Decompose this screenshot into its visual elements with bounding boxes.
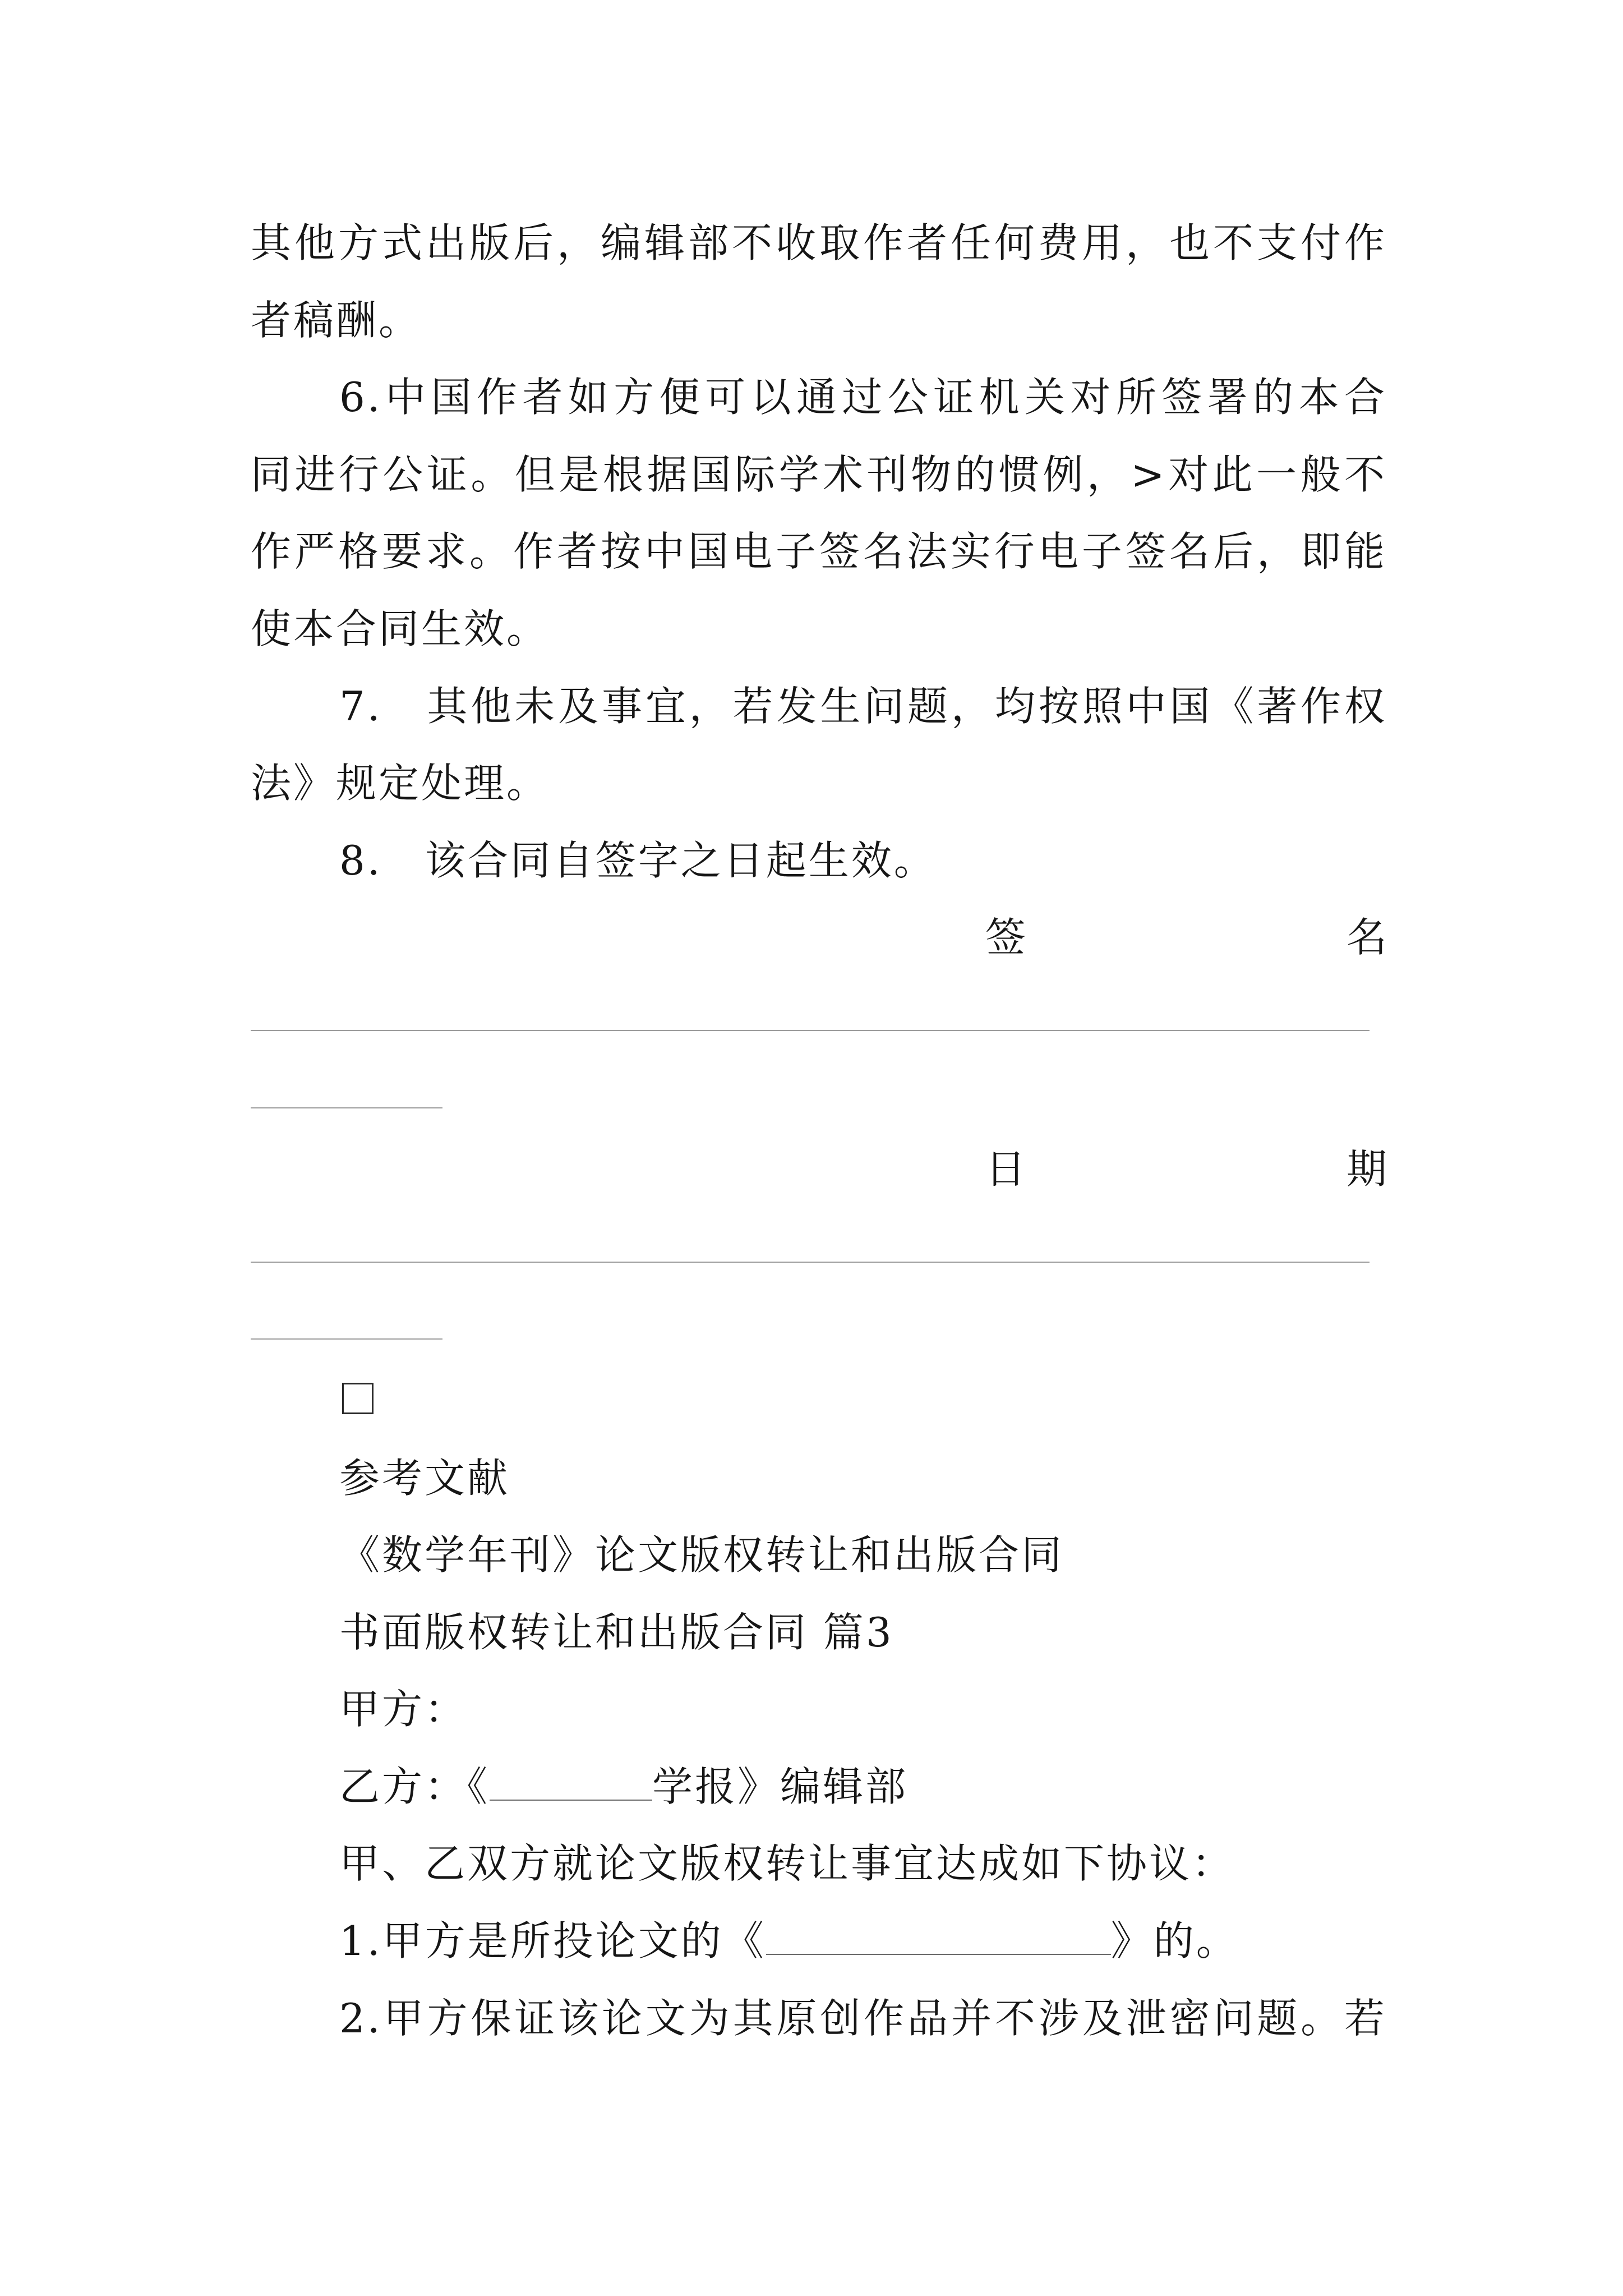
clause-6-line-2: 同进行公证。但是根据国际学术刊物的惯例，>对此一般不 bbox=[251, 450, 1387, 498]
signature-rule-row-continued bbox=[251, 1054, 1387, 1131]
continuation-line-2: 者稿酬。 bbox=[251, 296, 422, 344]
clause-7-line-1: 7. 其他未及事宜，若发生问题，均按照中国《著作权 bbox=[339, 682, 1387, 730]
date-row bbox=[251, 1131, 1387, 1208]
signature-row bbox=[251, 899, 1387, 977]
party-b-suffix: 学报》编辑部 bbox=[652, 1763, 909, 1810]
checkbox-row bbox=[251, 1363, 1387, 1440]
contract-3-clause-1 bbox=[251, 1903, 1387, 1980]
signature-label bbox=[985, 899, 1387, 977]
clause-6-line-1: 6.中国作者如方便可以通过公证机关对所签署的本合 bbox=[339, 374, 1387, 421]
party-a-line: 甲方： bbox=[339, 1686, 468, 1733]
agreement-intro: 甲、乙双方就论文版权转让事宜达成如下协议： bbox=[339, 1840, 1235, 1888]
clause-6-line-3: 作严格要求。作者按中国电子签名法实行电子签名后，即能 bbox=[251, 528, 1387, 576]
journal-name-blank bbox=[490, 1766, 652, 1801]
party-b-prefix: 乙方：《 bbox=[339, 1763, 490, 1810]
contract-3-clause-2: 2.甲方保证该论文为其原创作品并不涉及泄密问题。若 bbox=[339, 1994, 1387, 2042]
checkbox-icon bbox=[342, 1383, 374, 1414]
date-label bbox=[985, 1131, 1387, 1208]
signature-rule-row bbox=[251, 977, 1387, 1054]
clause-7-line-2: 法》规定处理。 bbox=[251, 760, 550, 807]
clause-1-prefix: 1.甲方是所投论文的《 bbox=[339, 1917, 766, 1965]
date-underline-continued bbox=[251, 1338, 442, 1340]
date-rule-row bbox=[251, 1208, 1387, 1286]
signature-label-end: 名 bbox=[1346, 914, 1387, 961]
document-page bbox=[251, 205, 1387, 2057]
continuation-line-1: 其他方式出版后，编辑部不收取作者任何费用，也不支付作 bbox=[251, 219, 1387, 266]
references-heading: 参考文献 bbox=[339, 1454, 510, 1502]
signature-label-start: 签 bbox=[985, 914, 1026, 961]
date-label-end: 期 bbox=[1346, 1145, 1387, 1193]
author-role-blank bbox=[766, 1920, 1111, 1955]
signature-underline bbox=[251, 1030, 1370, 1031]
date-label-start: 日 bbox=[985, 1145, 1026, 1193]
clause-6-line-4: 使本合同生效。 bbox=[251, 605, 550, 652]
party-b-line bbox=[251, 1749, 1387, 1826]
clause-8: 8. 该合同自签字之日起生效。 bbox=[339, 836, 937, 884]
clause-1-suffix: 》的。 bbox=[1110, 1917, 1239, 1965]
reference-title: 《数学年刊》论文版权转让和出版合同 bbox=[339, 1531, 1064, 1579]
contract-3-title: 书面版权转让和出版合同 篇3 bbox=[339, 1608, 894, 1656]
signature-underline-continued bbox=[251, 1107, 442, 1108]
date-underline bbox=[251, 1262, 1370, 1263]
date-rule-row-continued bbox=[251, 1285, 1387, 1363]
